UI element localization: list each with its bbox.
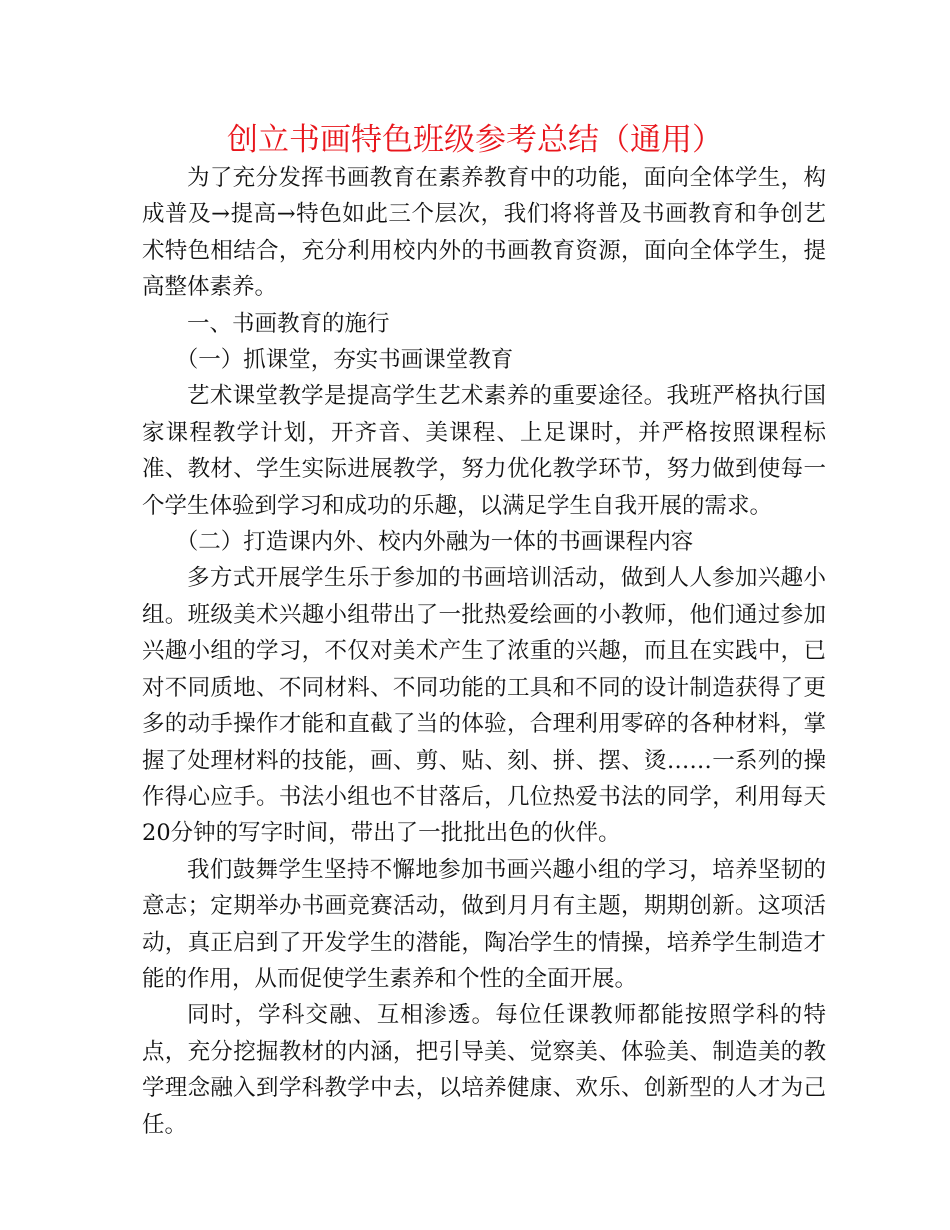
- document-body: [142, 160, 826, 1143]
- section-heading: 一、书画教育的施行: [187, 310, 390, 337]
- document-title: 创立书画特色班级参考总结（通用）: [227, 122, 723, 158]
- intro-paragraph: 为了充分发挥书画教育在素养教育中的功能，面向全体学生，构成普及→提高→特色如此三个层次，我们将将普及书画教育和争创艺术特色相结合，充分利用校内外的书画教育资源，面向全体学生，提高整体素养。: [142, 165, 826, 301]
- body-paragraph: 我们鼓舞学生坚持不懈地参加书画兴趣小组的学习，培养坚韧的意志；定期举办书画竞赛活动，做到月月有主题，期期创新。这项活动，真正启到了开发学生的潜能，陶冶学生的情操，培养学生制造才能的作用，从而促使学生素养和个性的全面开展。: [142, 856, 826, 992]
- subsection-heading-2: （二）打造课内外、校内外融为一体的书画课程内容: [175, 529, 694, 556]
- subsection-heading-1: （一）抓课堂，夯实书画课堂教育: [175, 347, 514, 374]
- body-paragraph: 同时，学科交融、互相渗透。每位任课教师都能按照学科的特点，充分挖掘教材的内涵，把引导美、觉察美、体验美、制造美的教学理念融入到学科教学中去，以培养健康、欢乐、创新型的人才为己任。: [142, 1002, 826, 1138]
- body-paragraph: 多方式开展学生乐于参加的书画培训活动，做到人人参加兴趣小组。班级美术兴趣小组带出了一批热爱绘画的小教师，他们通过参加兴趣小组的学习，不仅对美术产生了浓重的兴趣，而且在实践中，已对不同质地、不同材料、不同功能的工具和不同的设计制造获得了更多的动手操作才能和直截了当的体验，合理利用零碎的各种材料，掌握了处理材料的技能，画、剪、贴、刻、拼、摆、烫……一系列的操作得心应手。书法小组也不甘落后，几位热爱书法的同学，利用每天20分钟的写字时间，带出了一批批出色的伙伴。: [142, 565, 826, 847]
- body-paragraph: 艺术课堂教学是提高学生艺术素养的重要途径。我班严格执行国家课程教学计划，开齐音、美课程、上足课时，并严格按照课程标准、教材、学生实际进展教学，努力优化教学环节，努力做到使每一个学生体验到学习和成功的乐趣，以满足学生自我开展的需求。: [142, 383, 826, 519]
